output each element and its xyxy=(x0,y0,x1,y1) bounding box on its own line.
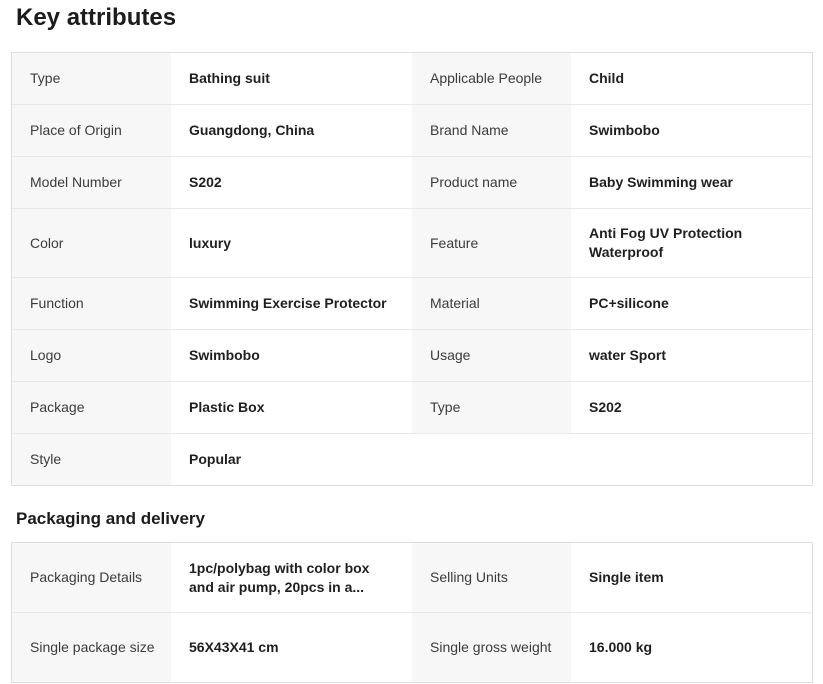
attr-label: Usage xyxy=(412,330,571,381)
attr-value: Bathing suit xyxy=(171,53,412,104)
attr-value: Guangdong, China xyxy=(171,105,412,156)
attr-value: Plastic Box xyxy=(171,382,412,433)
attr-value: Swimbobo xyxy=(571,105,812,156)
key-attributes-title: Key attributes xyxy=(16,4,177,31)
attr-value: PC+silicone xyxy=(571,278,812,329)
attr-row-logo xyxy=(12,329,812,381)
attr-value: Anti Fog UV Protection Waterproof xyxy=(571,209,812,277)
attr-row-origin xyxy=(12,104,812,156)
attr-value: S202 xyxy=(171,157,412,208)
attr-label: Single gross weight xyxy=(412,613,571,682)
packaging-delivery-title: Packaging and delivery xyxy=(16,509,205,528)
packaging-delivery-table xyxy=(11,542,813,683)
attr-label: Model Number xyxy=(12,157,171,208)
attr-row-function xyxy=(12,277,812,329)
attr-value: Swimming Exercise Protector xyxy=(171,278,412,329)
attr-label: Material xyxy=(412,278,571,329)
attr-label: Type xyxy=(412,382,571,433)
attr-value: Popular xyxy=(171,434,412,485)
attr-label: Logo xyxy=(12,330,171,381)
attr-value: Child xyxy=(571,53,812,104)
attr-label: Applicable People xyxy=(412,53,571,104)
attr-label: Selling Units xyxy=(412,543,571,612)
attr-row-package xyxy=(12,381,812,433)
attr-value: 16.000 kg xyxy=(571,613,812,682)
attr-label: Single package size xyxy=(12,613,171,682)
attr-row-type xyxy=(12,53,812,104)
attr-value: 1pc/polybag with color box and air pump, 20pcs in a... xyxy=(171,543,412,612)
attr-value: Single item xyxy=(571,543,812,612)
attr-label: Product name xyxy=(412,157,571,208)
attr-value: Baby Swimming wear xyxy=(571,157,812,208)
attr-row-style xyxy=(12,433,812,485)
attr-row-packaging-details xyxy=(12,543,812,612)
attr-row-model xyxy=(12,156,812,208)
attr-label: Function xyxy=(12,278,171,329)
attr-row-package-size xyxy=(12,612,812,682)
key-attributes-table xyxy=(11,52,813,486)
attr-value-empty xyxy=(571,434,812,485)
attr-label: Packaging Details xyxy=(12,543,171,612)
attr-value: S202 xyxy=(571,382,812,433)
attr-value: 56X43X41 cm xyxy=(171,613,412,682)
attr-value: luxury xyxy=(171,209,412,277)
attr-row-color xyxy=(12,208,812,277)
attr-label: Type xyxy=(12,53,171,104)
attr-label-empty xyxy=(412,434,571,485)
attr-label: Package xyxy=(12,382,171,433)
attr-label: Feature xyxy=(412,209,571,277)
attr-value: water Sport xyxy=(571,330,812,381)
attr-value: Swimbobo xyxy=(171,330,412,381)
attr-label: Place of Origin xyxy=(12,105,171,156)
attr-label: Brand Name xyxy=(412,105,571,156)
attr-label: Color xyxy=(12,209,171,277)
attr-label: Style xyxy=(12,434,171,485)
